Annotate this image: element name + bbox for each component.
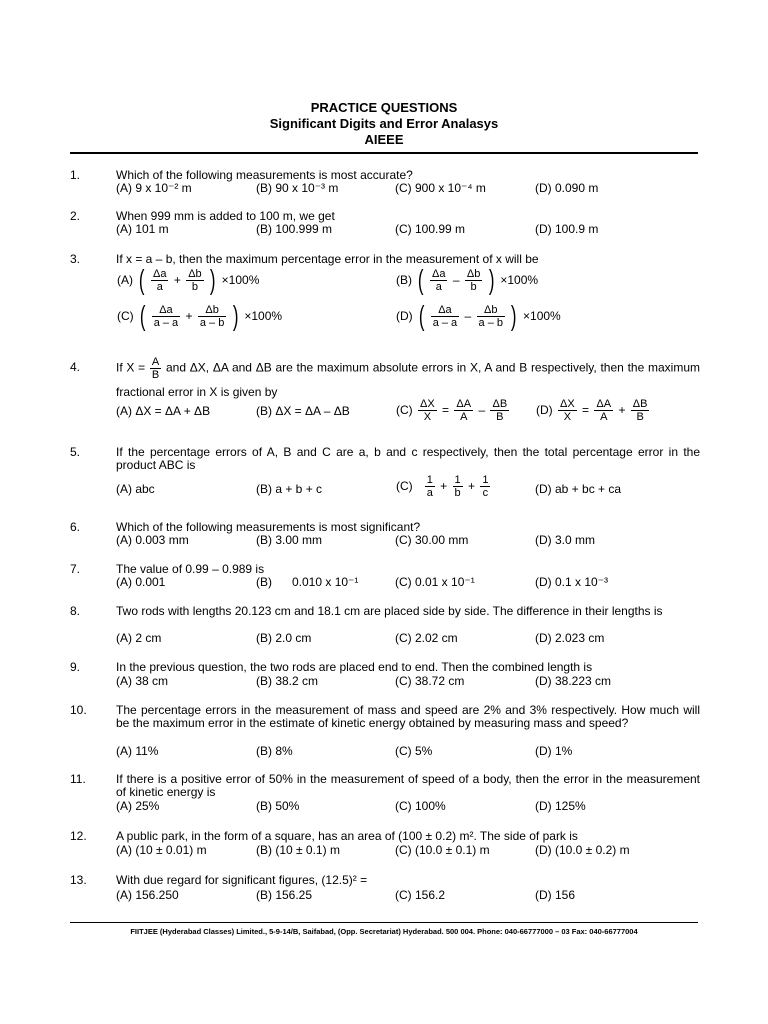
option-b: (B) 3.00 mm	[256, 533, 323, 547]
question-number: 9.	[70, 660, 81, 674]
option-c: (C) 2.02 cm	[395, 631, 458, 645]
option-a: (A) 2 cm	[116, 631, 162, 645]
footer-rule	[70, 922, 698, 923]
question-number: 13.	[70, 873, 87, 887]
question-number: 4.	[70, 360, 81, 374]
question-text: Which of the following measurements is most accurate?	[116, 168, 413, 182]
option-d: (D) 1%	[535, 744, 573, 758]
question-4	[70, 356, 700, 436]
question-number: 10.	[70, 703, 87, 717]
option-b: (B) (10 ± 0.1) m	[256, 843, 340, 857]
option-c: (C) 100.99 m	[395, 222, 466, 236]
option-b: (B) 0.010 x 10⁻¹	[256, 575, 359, 589]
question-10	[70, 704, 700, 760]
option-d: (D) (10.0 ± 0.2) m	[535, 843, 630, 857]
option-a: (A) (10 ± 0.01) m	[116, 843, 207, 857]
question-text: If the percentage errors of A, B and C are a, b and c respectively, then the total percentage error in the product ABC is	[116, 445, 700, 472]
option-b: (B) 90 x 10⁻³ m	[256, 181, 339, 195]
option-c: (C) ( $\frac{\Delta a}{a - a}$ + $\frac{\Delta b}{a - b}$ ) ×100%	[117, 300, 283, 331]
option-a: (A) 0.001	[116, 575, 166, 589]
option-b: (B) ( $\frac{\Delta a}{a}$ – $\frac{\Delta b}{b}$ ) ×100%	[396, 264, 539, 295]
option-c: (C) 156.2	[395, 888, 446, 902]
option-a: (A) 38 cm	[116, 674, 169, 688]
question-text: The percentage errors in the measurement of mass and speed are 2% and 3% respectively. How much will be the maximum error in the estimate of kinetic energy obtained by measuring mass and speed?	[116, 703, 700, 730]
question-12	[70, 830, 700, 860]
question-7	[70, 563, 700, 593]
option-b: (B) 50%	[256, 799, 300, 813]
option-c: (C) $\frac{1}{a}$ + $\frac{1}{b}$ + $\frac{1}{c}$	[396, 474, 489, 499]
question-number: 7.	[70, 562, 81, 576]
option-b: (B) 2.0 cm	[256, 631, 312, 645]
option-a: (A) ΔX = ΔA + ΔB	[116, 404, 211, 418]
question-3	[70, 253, 700, 338]
question-5	[70, 446, 700, 506]
page-subtitle: Significant Digits and Error Analasys	[269, 116, 499, 131]
option-d: (D) 156	[535, 888, 576, 902]
question-13	[70, 874, 700, 904]
question-11	[70, 773, 700, 815]
option-d: (D) $\frac{\Delta X}{X}$ = $\frac{\Delta A}{A}$ + $\frac{\Delta B}{B}$	[536, 398, 648, 423]
question-number: 8.	[70, 604, 81, 618]
option-d: (D) 0.1 x 10⁻³	[535, 575, 609, 589]
option-d: (D) 2.023 cm	[535, 631, 605, 645]
option-a: (A) ( $\frac{\Delta a}{a}$ + $\frac{\Delta b}{b}$ ) ×100%	[117, 264, 260, 295]
option-c: (C) $\frac{\Delta X}{X}$ = $\frac{\Delta A}{A}$ – $\frac{\Delta B}{B}$	[396, 398, 508, 423]
option-a: (A) 0.003 mm	[116, 533, 189, 547]
question-number: 3.	[70, 252, 81, 266]
question-text: Two rods with lengths 20.123 cm and 18.1 cm are placed side by side. The difference in their lengths is	[116, 604, 663, 618]
option-b: (B) 8%	[256, 744, 293, 758]
option-a: (A) 101 m	[116, 222, 169, 236]
question-1	[70, 169, 700, 199]
question-text: A public park, in the form of a square, has an area of (100 ± 0.2) m². The side of park is	[116, 829, 578, 843]
option-c: (C) 0.01 x 10⁻¹	[395, 575, 475, 589]
option-a: (A) 9 x 10⁻² m	[116, 181, 192, 195]
option-a: (A) 156.250	[116, 888, 179, 902]
option-a: (A) 11%	[116, 744, 159, 758]
option-d: (D) 3.0 mm	[535, 533, 595, 547]
question-2	[70, 210, 700, 240]
question-number: 11.	[70, 772, 86, 786]
question-9	[70, 661, 700, 691]
option-d: (D) 0.090 m	[535, 181, 599, 195]
option-b: (B) ΔX = ΔA – ΔB	[256, 404, 350, 418]
question-text: The value of 0.99 – 0.989 is	[116, 562, 265, 576]
option-d: (D) 38.223 cm	[535, 674, 612, 688]
question-text: When 999 mm is added to 100 m, we get	[116, 209, 335, 223]
option-b: (B) 156.25	[256, 888, 313, 902]
option-c: (C) 30.00 mm	[395, 533, 469, 547]
option-d: (D) 125%	[535, 799, 586, 813]
question-number: 1.	[70, 168, 81, 182]
question-number: 2.	[70, 209, 81, 223]
option-d: (D) ( $\frac{\Delta a}{a - a}$ – $\frac{\Delta b}{a - b}$ ) ×100%	[396, 300, 561, 331]
footer-text: FIITJEE (Hyderabad Classes) Limited., 5-9-14/B, Saifabad, (Opp. Secretariat) Hyderabad. 500 004. Phone: 040-66777000 – 03 Fax: 040-66777004	[130, 927, 638, 936]
option-b: (B) a + b + c	[256, 482, 323, 496]
question-text: In the previous question, the two rods are placed end to end. Then the combined length is	[116, 660, 593, 674]
option-c: (C) 900 x 10⁻⁴ m	[395, 181, 486, 195]
question-number: 6.	[70, 520, 81, 534]
question-number: 5.	[70, 445, 81, 459]
header-rule	[70, 152, 698, 154]
option-c: (C) 5%	[395, 744, 433, 758]
exam-name: AIEEE	[364, 132, 404, 147]
question-text: With due regard for significant figures, (12.5)² =	[116, 873, 368, 887]
option-b: (B) 100.999 m	[256, 222, 333, 236]
question-text: If there is a positive error of 50% in the measurement of speed of a body, then the error in the measurement of kinetic energy is	[116, 772, 700, 799]
question-8	[70, 605, 700, 647]
option-a: (A) 25%	[116, 799, 160, 813]
page-title: PRACTICE QUESTIONS	[310, 100, 458, 115]
option-a: (A) abc	[116, 482, 155, 496]
question-text: If X = $\frac{A}{B}$ and ΔX, ΔA and ΔB are the maximum absolute errors in X, A and B respectively, then the maximum fractional error in X is given by	[116, 356, 700, 399]
option-c: (C) 38.72 cm	[395, 674, 465, 688]
option-c: (C) 100%	[395, 799, 446, 813]
question-6	[70, 521, 700, 551]
option-d: (D) ab + bc + ca	[535, 482, 622, 496]
option-c: (C) (10.0 ± 0.1) m	[395, 843, 490, 857]
option-b: (B) 38.2 cm	[256, 674, 319, 688]
question-text: Which of the following measurements is most significant?	[116, 520, 421, 534]
question-text: If x = a – b, then the maximum percentage error in the measurement of x will be	[116, 252, 539, 266]
question-number: 12.	[70, 829, 87, 843]
option-d: (D) 100.9 m	[535, 222, 599, 236]
